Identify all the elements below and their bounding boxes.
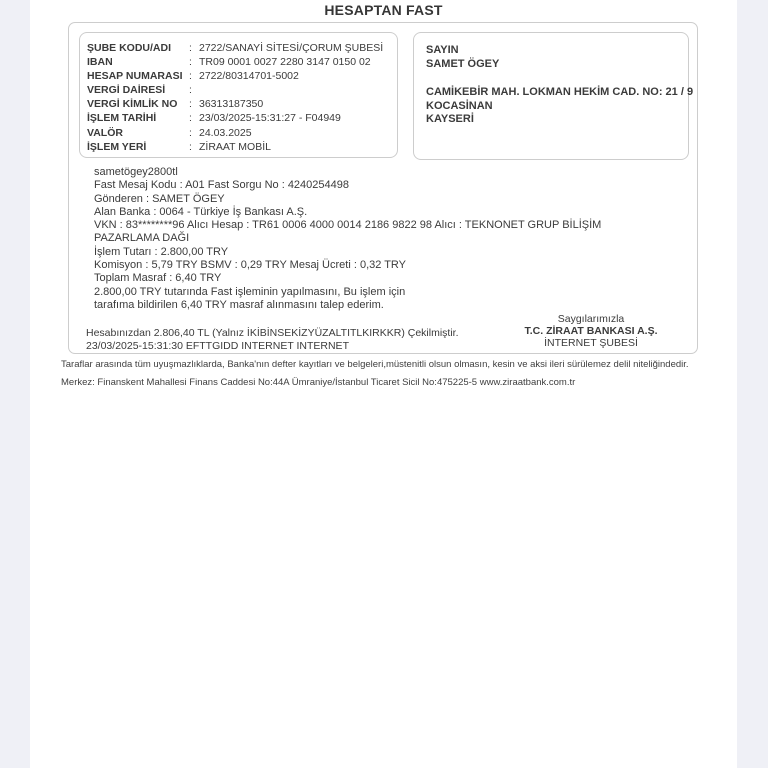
footer-disclaimer: Taraflar arasında tüm uyuşmazlıklarda, Banka'nın defter kayıtları ve belgeleri,müstenitli olsun olmasın, kesin ve aksi ileri sürülemez delil niteliğindedir. (61, 359, 689, 370)
detail-line: Alan Banka : 0064 - Türkiye İş Bankası A.Ş. (94, 205, 308, 218)
detail-line: VKN : 83********96 Alıcı Hesap : TR61 0006 4000 0014 2186 9822 98 Alıcı : TEKNONET GRUP BİLİŞİM (94, 219, 602, 232)
page-title: HESAPTAN FAST (324, 2, 443, 18)
detail-line: PAZARLAMA DAĞI (94, 232, 190, 245)
signature-bank-name: T.C. ZİRAAT BANKASI A.Ş. (524, 324, 658, 337)
detail-line: tarafıma bildirilen 6,40 TRY masraf alınmasını talep ederim. (94, 298, 384, 311)
sender-info-box (79, 32, 398, 158)
detail-line: Fast Mesaj Kodu : A01 Fast Sorgu No : 4240254498 (94, 179, 349, 192)
recipient-box (413, 32, 694, 160)
signature-regards: Saygılarımızla (557, 313, 625, 325)
footer-address: Merkez: Finanskent Mahallesi Finans Caddesi No:44A Ümraniye/İstanbul Ticaret Sicil No:475225-5 www.ziraatbank.com.tr (61, 377, 576, 388)
detail-line: Komisyon : 5,79 TRY BSMV : 0,29 TRY Mesaj Ücreti : 0,32 TRY (94, 259, 407, 272)
info-colon: : (189, 42, 192, 54)
info-row (87, 55, 391, 69)
recipient-address (426, 86, 694, 127)
info-row (87, 140, 391, 154)
info-value: TR09 0001 0027 2280 3147 0150 02 (199, 56, 371, 69)
info-colon: : (189, 56, 192, 69)
withdrawal-line-1: Hesabınızdan 2.806,40 TL (Yalnız İKİBİNSEKİZYÜZALTITLKIRKKR) Çekilmiştir. (86, 327, 459, 339)
receipt-page (30, 0, 737, 768)
detail-line: 2.800,00 TRY tutarında Fast işleminin yapılmasını, Bu işlem için (94, 285, 406, 298)
info-row (87, 126, 391, 140)
signature-branch: İNTERNET ŞUBESİ (544, 336, 638, 349)
info-label: ŞUBE KODU/ADI (87, 42, 172, 54)
info-label: HESAP NUMARASI (87, 70, 183, 83)
withdrawal-line-2: 23/03/2025-15:31:30 EFTTGIDD INTERNET INTERNET (86, 340, 349, 352)
info-value: ZİRAAT MOBİL (199, 140, 271, 153)
info-row (87, 69, 391, 83)
info-row (87, 41, 391, 55)
spacer (426, 71, 682, 86)
info-label: VALÖR (87, 126, 123, 139)
info-value (199, 83, 391, 97)
info-value: 24.03.2025 (199, 126, 252, 139)
receipt-frame (68, 22, 698, 354)
detail-line: Toplam Masraf : 6,40 TRY (94, 272, 222, 285)
transaction-details (94, 166, 601, 312)
info-colon: : (189, 140, 192, 153)
info-row (87, 111, 391, 125)
signature-block (491, 314, 691, 349)
info-value: 36313187350 (199, 98, 264, 111)
withdrawal-note (86, 327, 459, 353)
info-row (87, 83, 391, 97)
recipient-address-line: KOCASİNAN (426, 99, 493, 112)
info-label: VERGİ DAİRESİ (87, 84, 166, 97)
info-value: 2722/80314701-5002 (199, 70, 299, 83)
info-colon: : (189, 84, 192, 97)
info-label: İŞLEM YERİ (87, 140, 147, 153)
info-label: VERGİ KİMLİK NO (87, 98, 178, 111)
info-label: İŞLEM TARİHİ (87, 112, 157, 125)
info-colon: : (189, 98, 192, 111)
recipient-address-line: KAYSERİ (426, 113, 474, 125)
recipient-address-line: CAMİKEBİR MAH. LOKMAN HEKİM CAD. NO: 21 / 9 (426, 86, 694, 98)
info-colon: : (189, 126, 192, 139)
recipient-name: SAMET ÖGEY (426, 57, 500, 70)
info-label: IBAN (87, 56, 113, 69)
info-row (87, 97, 391, 111)
detail-line: sametögey2800tl (94, 166, 178, 178)
detail-line: İşlem Tutarı : 2.800,00 TRY (94, 245, 229, 258)
footer (61, 359, 721, 389)
info-colon: : (189, 70, 192, 83)
info-value: 23/03/2025-15:31:27 - F04949 (199, 112, 341, 125)
info-value: 2722/SANAYİ SİTESİ/ÇORUM ŞUBESİ (199, 42, 384, 54)
detail-line: Gönderen : SAMET ÖGEY (94, 192, 225, 205)
recipient-salutation: SAYIN (426, 44, 459, 56)
info-colon: : (189, 112, 192, 125)
